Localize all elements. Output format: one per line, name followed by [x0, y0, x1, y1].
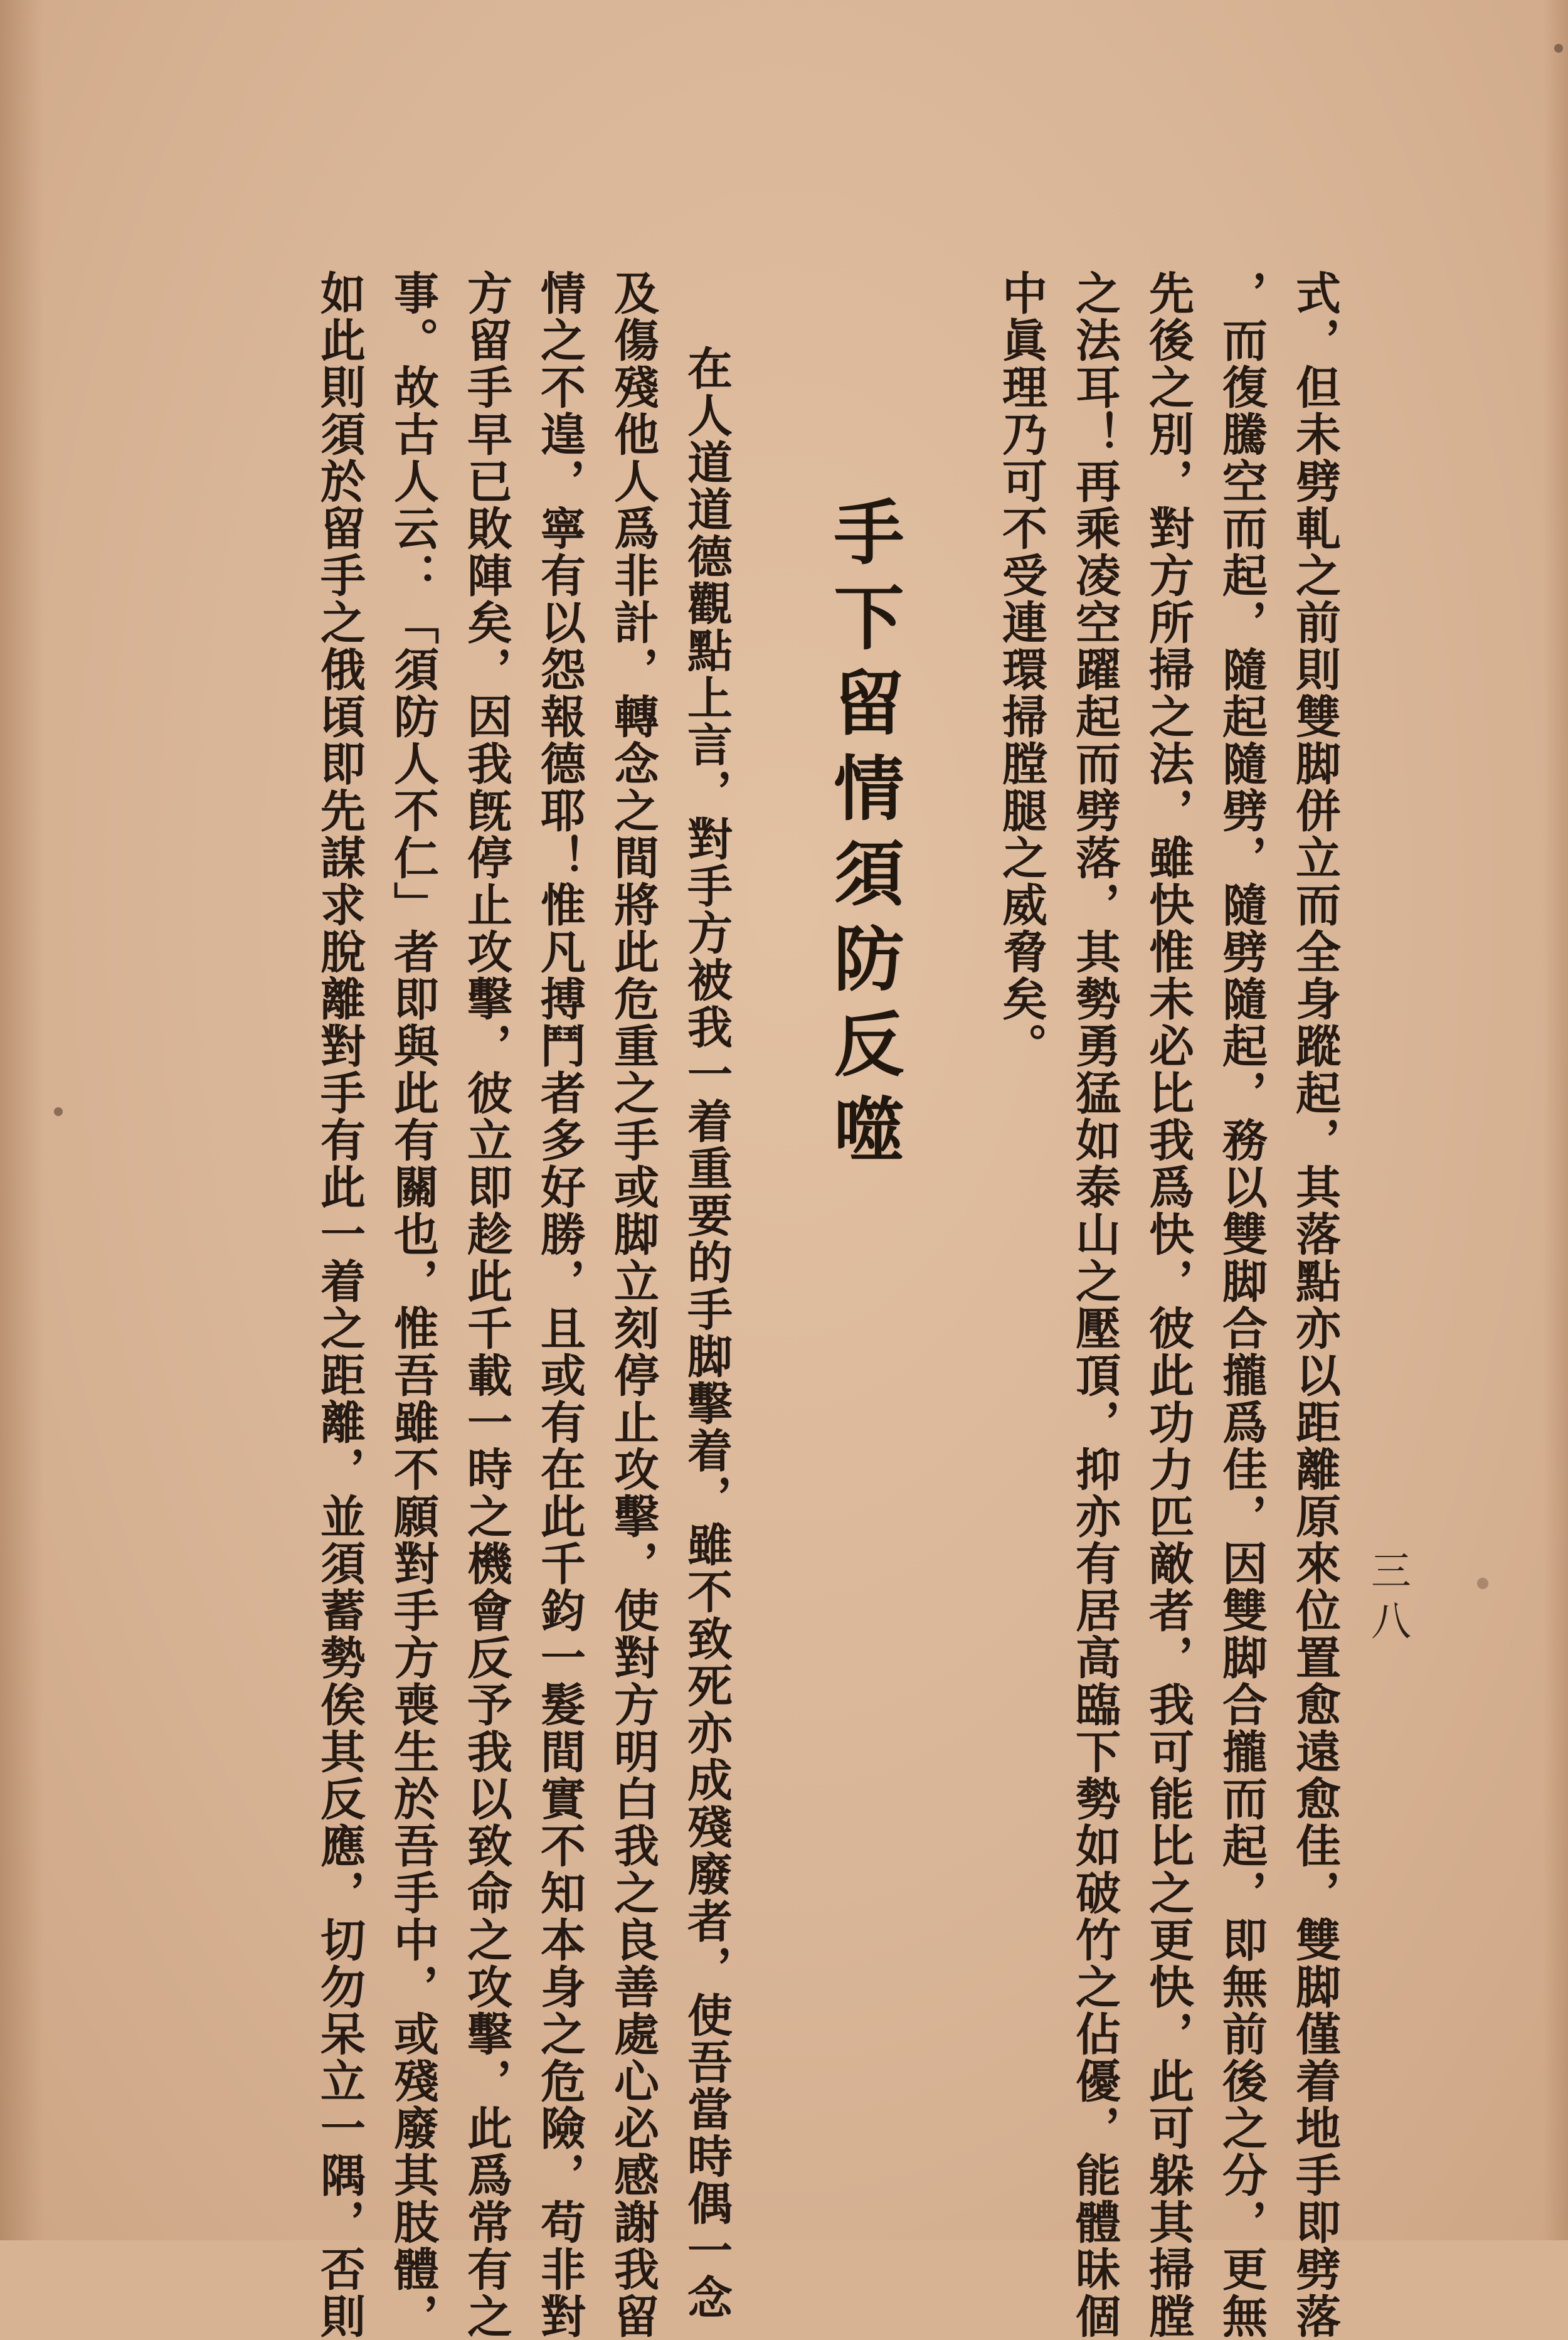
paper-speck	[1554, 44, 1563, 53]
paper-speck	[1477, 1578, 1488, 1589]
text-column: 事。故古人云：「須防人不仁」者即與此有關也，惟吾雖不願對手方喪生於吾手中，或殘廢其肢體，	[386, 270, 440, 2340]
page-number: 三八	[1364, 1550, 1411, 1650]
text-column: 如此則須於留手之俄頃即先謀求脫離對手有此一着之距離，並須蓄勢俟其反應，切勿呆立一隅，否則	[313, 270, 366, 2340]
text-column: 中眞理乃可不受連環掃膛腿之威脅矣。	[995, 270, 1048, 1070]
text-column: 在人道道德觀點上言，對手方被我一着重要的手脚擊着，雖不致死亦成殘廢者，使吾當時偶一念	[680, 345, 733, 2321]
text-column: 式，但未劈軋之前則雙脚併立而全身蹤起，其落點亦以距離原來位置愈遠愈佳，雙脚僅着地手即劈落	[1288, 270, 1342, 2340]
text-column: 方留手早已敗陣矣，因我旣停止攻擊，彼立即趁此千載一時之機會反予我以致命之攻擊，此爲常有之	[460, 270, 513, 2340]
page-gutter-shadow	[0, 0, 44, 2240]
section-heading: 手下留情須防反噬	[822, 496, 904, 1178]
page-edge-shadow	[1543, 0, 1568, 2240]
text-column: 先後之別，對方所掃之法，雖快惟未必比我爲快，彼此功力匹敵者，我可能比之更快，此可躲其掃膛	[1142, 270, 1195, 2340]
text-column: 情之不遑，寧有以怨報德耶！惟凡搏鬥者多好勝，且或有在此千鈞一髮間實不知本身之危險，苟非對	[533, 270, 586, 2340]
text-column: ，而復騰空而起，隨起隨劈，隨劈隨起，務以雙脚合攏爲佳，因雙脚合攏而起，即無前後之分，更無	[1215, 270, 1268, 2340]
text-column: 之法耳！再乘凌空躍起而劈落，其勢勇猛如泰山之壓頂，抑亦有居高臨下勢如破竹之佔優，能體昧個	[1068, 270, 1121, 2340]
text-column: 及傷殘他人爲非計，轉念之間將此危重之手或脚立刻停止攻擊，使對方明白我之良善處心必感謝我留	[607, 270, 660, 2340]
paper-speck	[54, 1107, 63, 1116]
